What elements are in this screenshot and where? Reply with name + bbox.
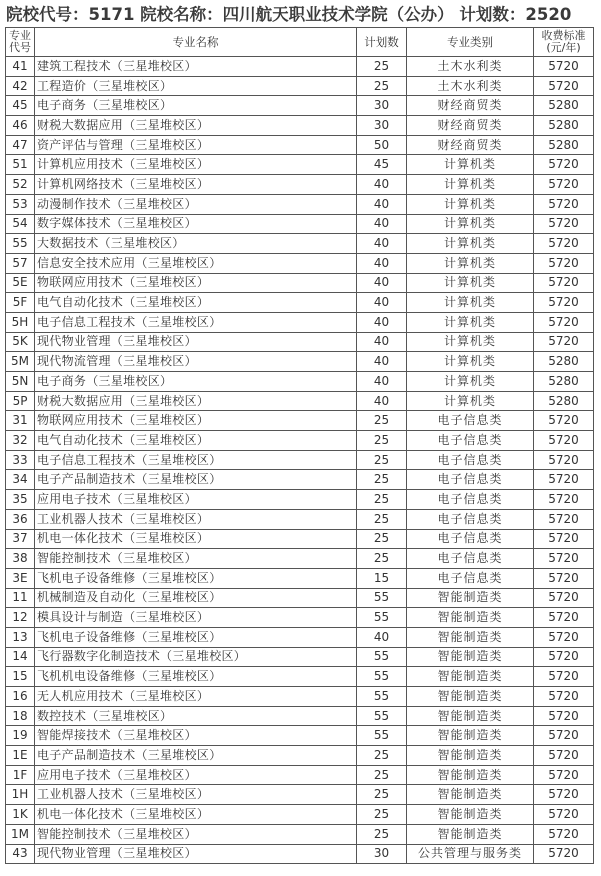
cell-code: 52: [6, 175, 35, 195]
cell-fee: 5720: [534, 667, 594, 687]
header-name: 专业名称: [35, 28, 357, 57]
cell-plan: 30: [357, 96, 407, 116]
cell-category: 电子信息类: [407, 509, 534, 529]
cell-name: 电子产品制造技术（三星堆校区）: [35, 470, 357, 490]
cell-plan: 25: [357, 509, 407, 529]
cell-plan: 25: [357, 824, 407, 844]
cell-fee: 5720: [534, 805, 594, 825]
cell-category: 计算机类: [407, 253, 534, 273]
cell-name: 电子商务（三星堆校区）: [35, 96, 357, 116]
cell-code: 5F: [6, 293, 35, 313]
cell-code: 35: [6, 490, 35, 510]
cell-code: 18: [6, 706, 35, 726]
cell-category: 电子信息类: [407, 450, 534, 470]
cell-name: 无人机应用技术（三星堆校区）: [35, 687, 357, 707]
cell-category: 土木水利类: [407, 76, 534, 96]
cell-code: 5M: [6, 352, 35, 372]
cell-category: 财经商贸类: [407, 96, 534, 116]
table-row: [6, 687, 594, 707]
cell-name: 财税大数据应用（三星堆校区）: [35, 116, 357, 136]
cell-plan: 40: [357, 194, 407, 214]
cell-fee: 5720: [534, 588, 594, 608]
table-row: [6, 214, 594, 234]
table-row: [6, 352, 594, 372]
cell-category: 电子信息类: [407, 431, 534, 451]
cell-category: 智能制造类: [407, 746, 534, 766]
header-category: 专业类别: [407, 28, 534, 57]
table-row: [6, 568, 594, 588]
header-fee-line: (元/年): [546, 41, 581, 54]
cell-plan: 25: [357, 411, 407, 431]
table-row: [6, 490, 594, 510]
cell-plan: 40: [357, 273, 407, 293]
cell-code: 57: [6, 253, 35, 273]
cell-name: 工业机器人技术（三星堆校区）: [35, 509, 357, 529]
cell-plan: 40: [357, 234, 407, 254]
cell-plan: 40: [357, 332, 407, 352]
cell-plan: 25: [357, 549, 407, 569]
cell-fee: 5720: [534, 194, 594, 214]
cell-code: 37: [6, 529, 35, 549]
table-row: [6, 549, 594, 569]
table-row: [6, 431, 594, 451]
cell-name: 应用电子技术（三星堆校区）: [35, 490, 357, 510]
cell-fee: 5720: [534, 431, 594, 451]
cell-plan: 40: [357, 293, 407, 313]
cell-code: 47: [6, 135, 35, 155]
table-row: [6, 57, 594, 77]
cell-fee: 5280: [534, 116, 594, 136]
cell-category: 电子信息类: [407, 490, 534, 510]
cell-category: 智能制造类: [407, 588, 534, 608]
cell-code: 31: [6, 411, 35, 431]
cell-name: 飞机电子设备维修（三星堆校区）: [35, 568, 357, 588]
cell-fee: 5720: [534, 608, 594, 628]
cell-plan: 50: [357, 135, 407, 155]
table-row: [6, 332, 594, 352]
cell-code: 51: [6, 155, 35, 175]
cell-code: 1F: [6, 765, 35, 785]
cell-category: 电子信息类: [407, 568, 534, 588]
cell-plan: 40: [357, 175, 407, 195]
cell-code: 19: [6, 726, 35, 746]
cell-category: 电子信息类: [407, 549, 534, 569]
cell-plan: 55: [357, 667, 407, 687]
cell-code: 36: [6, 509, 35, 529]
cell-category: 计算机类: [407, 234, 534, 254]
cell-fee: 5280: [534, 391, 594, 411]
cell-name: 财税大数据应用（三星堆校区）: [35, 391, 357, 411]
table-row: [6, 411, 594, 431]
header-code-line: 代号: [9, 41, 31, 54]
cell-category: 计算机类: [407, 372, 534, 392]
cell-plan: 30: [357, 844, 407, 864]
cell-name: 电子商务（三星堆校区）: [35, 372, 357, 392]
cell-category: 电子信息类: [407, 411, 534, 431]
cell-plan: 40: [357, 253, 407, 273]
table-row: [6, 96, 594, 116]
cell-fee: 5720: [534, 549, 594, 569]
header-fee-line: 收费标准: [541, 29, 586, 42]
cell-name: 智能控制技术（三星堆校区）: [35, 549, 357, 569]
cell-fee: 5720: [534, 824, 594, 844]
table-row: [6, 155, 594, 175]
cell-code: 1K: [6, 805, 35, 825]
cell-name: 电子产品制造技术（三星堆校区）: [35, 746, 357, 766]
cell-fee: 5720: [534, 706, 594, 726]
table-body: [6, 57, 594, 864]
cell-code: 5H: [6, 312, 35, 332]
table-row: [6, 175, 594, 195]
cell-name: 电气自动化技术（三星堆校区）: [35, 293, 357, 313]
cell-plan: 30: [357, 116, 407, 136]
cell-fee: 5720: [534, 490, 594, 510]
table-row: [6, 824, 594, 844]
cell-plan: 55: [357, 647, 407, 667]
cell-code: 5K: [6, 332, 35, 352]
cell-plan: 25: [357, 450, 407, 470]
cell-name: 机电一体化技术（三星堆校区）: [35, 529, 357, 549]
cell-plan: 40: [357, 627, 407, 647]
table-row: [6, 372, 594, 392]
cell-category: 计算机类: [407, 312, 534, 332]
table-row: [6, 627, 594, 647]
cell-name: 电子信息工程技术（三星堆校区）: [35, 450, 357, 470]
cell-category: 计算机类: [407, 391, 534, 411]
cell-code: 5N: [6, 372, 35, 392]
table-row: [6, 706, 594, 726]
cell-fee: 5720: [534, 726, 594, 746]
cell-plan: 15: [357, 568, 407, 588]
header-plan: 计划数: [357, 28, 407, 57]
cell-name: 飞行器数字化制造技术（三星堆校区）: [35, 647, 357, 667]
cell-fee: 5720: [534, 214, 594, 234]
cell-category: 智能制造类: [407, 647, 534, 667]
cell-plan: 55: [357, 588, 407, 608]
cell-name: 电子信息工程技术（三星堆校区）: [35, 312, 357, 332]
cell-name: 建筑工程技术（三星堆校区）: [35, 57, 357, 77]
cell-fee: 5720: [534, 234, 594, 254]
cell-category: 智能制造类: [407, 726, 534, 746]
cell-code: 1E: [6, 746, 35, 766]
cell-fee: 5720: [534, 627, 594, 647]
cell-fee: 5720: [534, 332, 594, 352]
cell-name: 工业机器人技术（三星堆校区）: [35, 785, 357, 805]
cell-plan: 25: [357, 490, 407, 510]
cell-category: 电子信息类: [407, 470, 534, 490]
cell-code: 33: [6, 450, 35, 470]
table-row: [6, 746, 594, 766]
table-row: [6, 844, 594, 864]
cell-name: 电气自动化技术（三星堆校区）: [35, 431, 357, 451]
cell-category: 智能制造类: [407, 805, 534, 825]
table-row: [6, 234, 594, 254]
table-row: [6, 76, 594, 96]
cell-name: 计算机网络技术（三星堆校区）: [35, 175, 357, 195]
cell-plan: 40: [357, 372, 407, 392]
cell-plan: 25: [357, 529, 407, 549]
cell-code: 12: [6, 608, 35, 628]
cell-name: 信息安全技术应用（三星堆校区）: [35, 253, 357, 273]
cell-name: 现代物业管理（三星堆校区）: [35, 332, 357, 352]
cell-plan: 55: [357, 608, 407, 628]
cell-name: 模具设计与制造（三星堆校区）: [35, 608, 357, 628]
cell-plan: 25: [357, 805, 407, 825]
cell-category: 土木水利类: [407, 57, 534, 77]
table-row: [6, 391, 594, 411]
cell-fee: 5720: [534, 175, 594, 195]
cell-name: 应用电子技术（三星堆校区）: [35, 765, 357, 785]
cell-name: 飞机机电设备维修（三星堆校区）: [35, 667, 357, 687]
cell-plan: 40: [357, 352, 407, 372]
table-row: [6, 608, 594, 628]
page-title: 院校代号：5171 院校名称：四川航天职业技术学院（公办） 计划数：2520: [6, 5, 572, 24]
cell-fee: 5720: [534, 76, 594, 96]
cell-category: 智能制造类: [407, 765, 534, 785]
cell-category: 计算机类: [407, 175, 534, 195]
cell-category: 智能制造类: [407, 687, 534, 707]
table-row: [6, 529, 594, 549]
cell-plan: 25: [357, 746, 407, 766]
cell-name: 动漫制作技术（三星堆校区）: [35, 194, 357, 214]
cell-category: 计算机类: [407, 214, 534, 234]
cell-code: 45: [6, 96, 35, 116]
cell-category: 智能制造类: [407, 627, 534, 647]
cell-code: 11: [6, 588, 35, 608]
cell-plan: 40: [357, 312, 407, 332]
cell-code: 41: [6, 57, 35, 77]
cell-plan: 25: [357, 765, 407, 785]
cell-name: 机电一体化技术（三星堆校区）: [35, 805, 357, 825]
cell-plan: 25: [357, 76, 407, 96]
cell-plan: 25: [357, 57, 407, 77]
table-row: [6, 667, 594, 687]
table-row: [6, 293, 594, 313]
cell-name: 物联网应用技术（三星堆校区）: [35, 411, 357, 431]
table-row: [6, 785, 594, 805]
header-code: [6, 28, 35, 57]
header-code-line: 专业: [9, 29, 31, 42]
cell-plan: 40: [357, 391, 407, 411]
cell-code: 3E: [6, 568, 35, 588]
cell-name: 现代物流管理（三星堆校区）: [35, 352, 357, 372]
cell-name: 数控技术（三星堆校区）: [35, 706, 357, 726]
cell-fee: 5280: [534, 352, 594, 372]
cell-category: 计算机类: [407, 352, 534, 372]
cell-fee: 5720: [534, 509, 594, 529]
table-row: [6, 273, 594, 293]
cell-name: 飞机电子设备维修（三星堆校区）: [35, 627, 357, 647]
cell-plan: 25: [357, 431, 407, 451]
table-row: [6, 647, 594, 667]
cell-fee: 5720: [534, 155, 594, 175]
cell-code: 1H: [6, 785, 35, 805]
cell-fee: 5280: [534, 135, 594, 155]
cell-category: 智能制造类: [407, 785, 534, 805]
cell-fee: 5720: [534, 844, 594, 864]
cell-code: 5E: [6, 273, 35, 293]
table-row: [6, 312, 594, 332]
cell-category: 计算机类: [407, 155, 534, 175]
cell-fee: 5720: [534, 785, 594, 805]
cell-code: 42: [6, 76, 35, 96]
cell-fee: 5720: [534, 312, 594, 332]
cell-code: 55: [6, 234, 35, 254]
cell-name: 工程造价（三星堆校区）: [35, 76, 357, 96]
cell-fee: 5720: [534, 765, 594, 785]
cell-plan: 55: [357, 687, 407, 707]
cell-fee: 5720: [534, 450, 594, 470]
cell-code: 34: [6, 470, 35, 490]
cell-fee: 5720: [534, 470, 594, 490]
table-row: [6, 805, 594, 825]
cell-code: 5P: [6, 391, 35, 411]
cell-plan: 55: [357, 706, 407, 726]
cell-category: 计算机类: [407, 293, 534, 313]
table-row: [6, 509, 594, 529]
cell-fee: 5720: [534, 687, 594, 707]
cell-name: 数字媒体技术（三星堆校区）: [35, 214, 357, 234]
table-row: [6, 116, 594, 136]
table-row: [6, 450, 594, 470]
cell-code: 38: [6, 549, 35, 569]
cell-fee: 5720: [534, 57, 594, 77]
cell-code: 53: [6, 194, 35, 214]
cell-fee: 5720: [534, 568, 594, 588]
cell-plan: 40: [357, 214, 407, 234]
table-header-row: [6, 28, 594, 57]
cell-name: 资产评估与管理（三星堆校区）: [35, 135, 357, 155]
cell-fee: 5720: [534, 647, 594, 667]
cell-category: 计算机类: [407, 273, 534, 293]
table-row: [6, 726, 594, 746]
cell-category: 计算机类: [407, 332, 534, 352]
cell-code: 54: [6, 214, 35, 234]
cell-name: 智能控制技术（三星堆校区）: [35, 824, 357, 844]
cell-fee: 5720: [534, 273, 594, 293]
table-row: [6, 588, 594, 608]
table-row: [6, 135, 594, 155]
cell-fee: 5720: [534, 746, 594, 766]
cell-category: 计算机类: [407, 194, 534, 214]
cell-name: 计算机应用技术（三星堆校区）: [35, 155, 357, 175]
cell-fee: 5280: [534, 96, 594, 116]
cell-name: 物联网应用技术（三星堆校区）: [35, 273, 357, 293]
cell-code: 46: [6, 116, 35, 136]
table-row: [6, 253, 594, 273]
cell-category: 智能制造类: [407, 608, 534, 628]
header-fee: [534, 28, 594, 57]
cell-name: 机械制造及自动化（三星堆校区）: [35, 588, 357, 608]
cell-code: 43: [6, 844, 35, 864]
enrollment-plan-table: [5, 27, 594, 864]
cell-category: 电子信息类: [407, 529, 534, 549]
cell-code: 32: [6, 431, 35, 451]
cell-plan: 25: [357, 470, 407, 490]
cell-name: 现代物业管理（三星堆校区）: [35, 844, 357, 864]
cell-code: 15: [6, 667, 35, 687]
cell-category: 财经商贸类: [407, 135, 534, 155]
cell-code: 1M: [6, 824, 35, 844]
cell-plan: 45: [357, 155, 407, 175]
cell-fee: 5720: [534, 529, 594, 549]
cell-plan: 25: [357, 785, 407, 805]
cell-name: 大数据技术（三星堆校区）: [35, 234, 357, 254]
cell-category: 智能制造类: [407, 824, 534, 844]
cell-plan: 55: [357, 726, 407, 746]
cell-category: 公共管理与服务类: [407, 844, 534, 864]
table-row: [6, 194, 594, 214]
cell-fee: 5720: [534, 253, 594, 273]
cell-fee: 5280: [534, 372, 594, 392]
cell-code: 14: [6, 647, 35, 667]
cell-code: 13: [6, 627, 35, 647]
cell-category: 智能制造类: [407, 667, 534, 687]
cell-fee: 5720: [534, 411, 594, 431]
table-row: [6, 765, 594, 785]
cell-category: 智能制造类: [407, 706, 534, 726]
cell-category: 财经商贸类: [407, 116, 534, 136]
cell-fee: 5720: [534, 293, 594, 313]
cell-name: 智能焊接技术（三星堆校区）: [35, 726, 357, 746]
cell-code: 16: [6, 687, 35, 707]
table-row: [6, 470, 594, 490]
